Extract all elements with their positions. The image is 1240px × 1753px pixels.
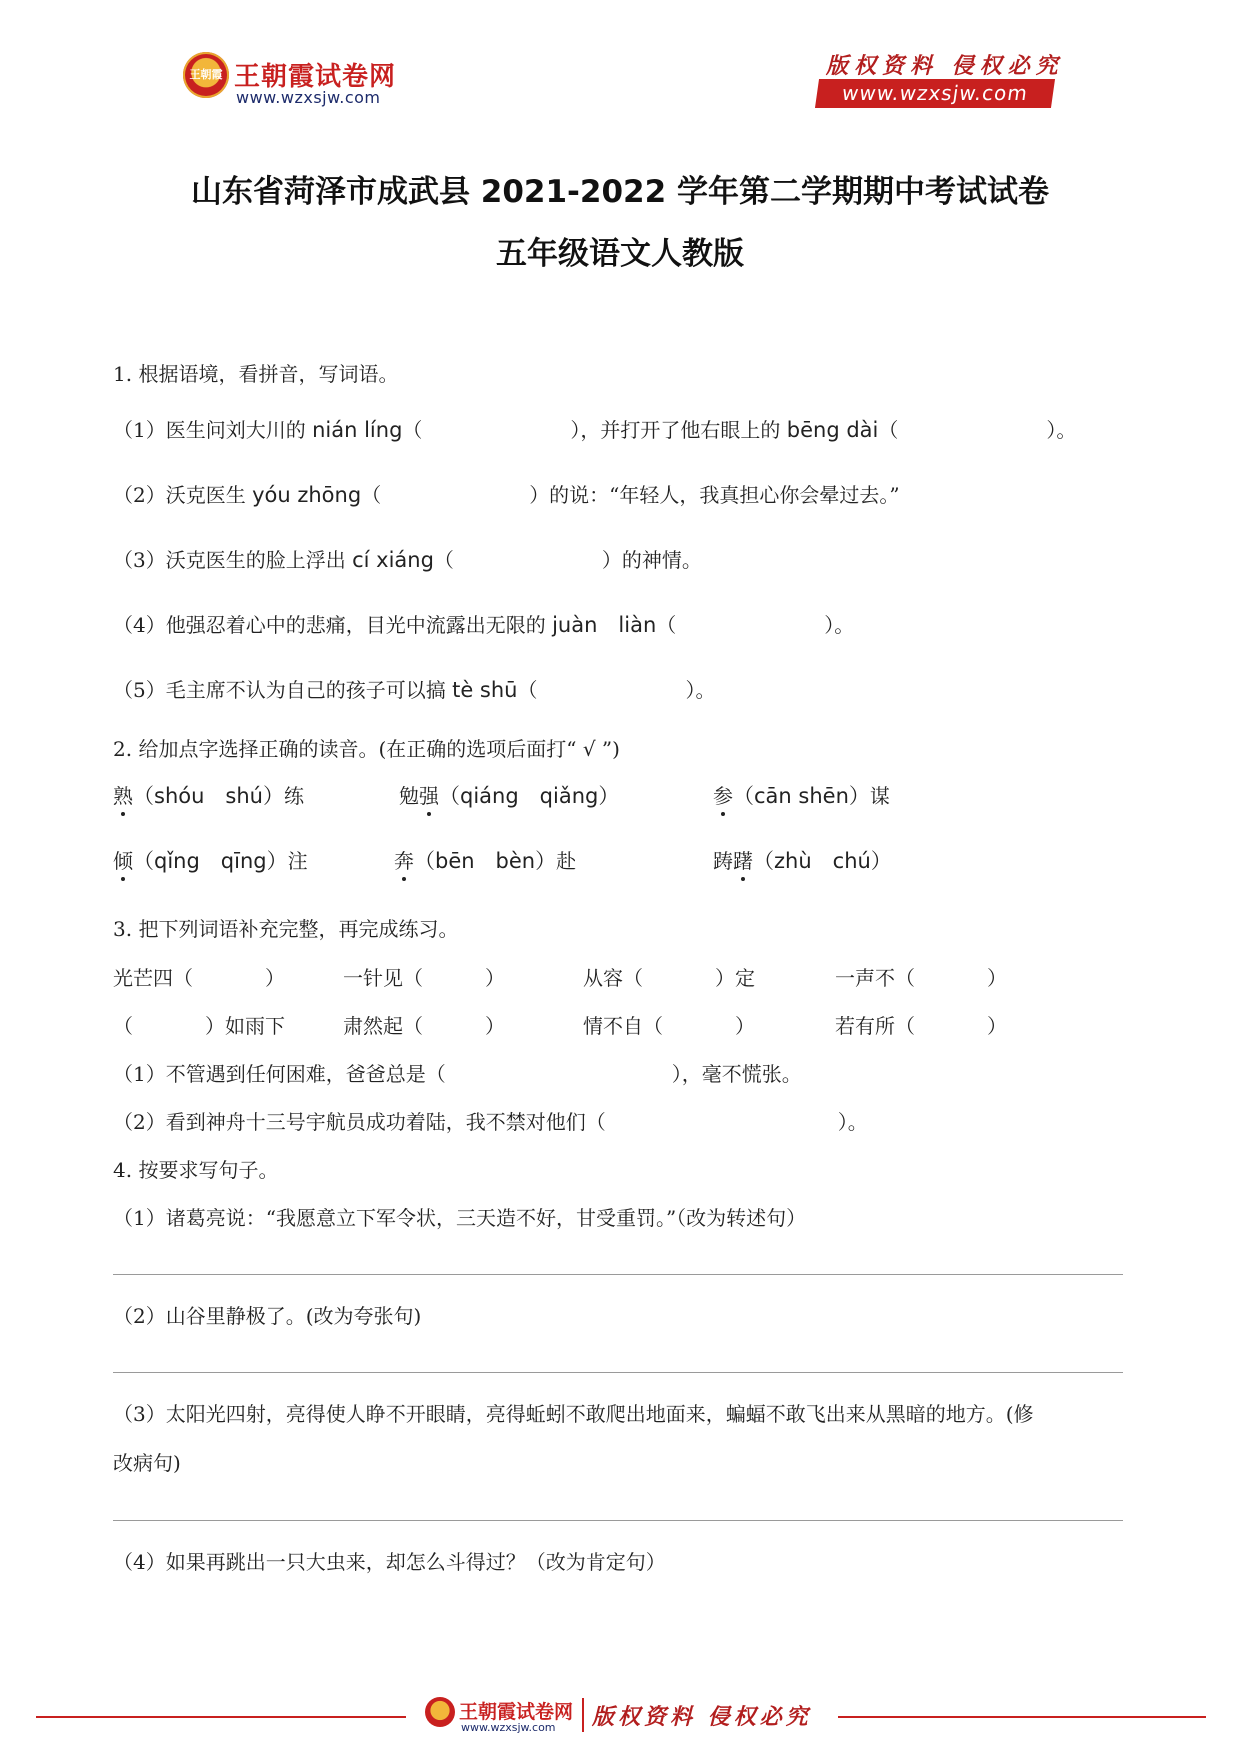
q1-3-close: ）的神情。 — [601, 548, 702, 572]
dotted-char: 熟 — [113, 780, 133, 809]
q2-option-4[interactable] — [113, 845, 308, 875]
q3-heading: 3. 把下列词语补充完整，再完成练习。 — [113, 917, 459, 941]
footer-divider-left — [36, 1716, 406, 1718]
q1-2-text: （2）沃克医生 — [113, 483, 253, 507]
idiom-2 — [343, 962, 505, 991]
idiom-3 — [583, 962, 755, 991]
answer-line[interactable] — [113, 1372, 1123, 1373]
q1-1-pinyin: nián líng — [312, 418, 403, 442]
footer-logo-icon — [425, 1697, 455, 1727]
word-rest: 谋 — [869, 784, 890, 808]
word-rest: 勉 — [399, 784, 419, 808]
q1-1-text-2: ），并打开了他右眼上的 — [570, 418, 787, 442]
q1-5-text: （5）毛主席不认为自己的孩子可以搞 — [113, 678, 453, 702]
q1-1-pinyin-2: bēng dài — [786, 418, 879, 442]
q4-item-2: （2）山谷里静极了。(改为夸张句) — [113, 1304, 422, 1328]
pinyin-options: （shóu shú） — [133, 784, 284, 808]
sentence-text: （2）看到神舟十三号宇航员成功着陆，我不禁对他们（ — [113, 1110, 606, 1134]
dotted-char: 奔 — [394, 845, 414, 874]
idiom-8 — [835, 1010, 1007, 1039]
sentence-text: ），毫不慌张。 — [671, 1062, 802, 1086]
answer-line[interactable] — [113, 1520, 1123, 1521]
dotted-char: 倾 — [113, 845, 133, 874]
footer-copyright: 版权资料 侵权必究 — [592, 1704, 812, 1730]
q1-5-open: （ — [517, 678, 538, 702]
q1-1-text: （1）医生问刘大川的 — [113, 418, 313, 442]
dotted-char: 参 — [713, 780, 733, 809]
q4-item-1: （1）诸葛亮说：“我愿意立下军令状，三天造不好，甘受重罚。”（改为转述句） — [113, 1206, 807, 1230]
pinyin-options: （bēn bèn） — [414, 849, 557, 873]
answer-line[interactable] — [113, 1274, 1123, 1275]
idiom-part: 光芒四（ — [113, 966, 193, 990]
idiom-part: ） — [485, 966, 505, 990]
q1-item-2 — [113, 479, 900, 508]
idiom-part: ） — [735, 1014, 755, 1038]
idiom-part: ） — [265, 966, 285, 990]
idiom-5 — [113, 1010, 285, 1039]
idiom-part: ） — [987, 1014, 1007, 1038]
word-rest: 注 — [287, 849, 308, 873]
q1-3-open: （ — [433, 548, 454, 572]
q1-2-close: ）的说：“年轻人，我真担心你会晕过去。” — [529, 483, 900, 507]
q1-2-open: （ — [361, 483, 382, 507]
idiom-part: 一声不（ — [835, 966, 915, 990]
idiom-part: ）如雨下 — [205, 1014, 285, 1038]
q1-3-text: （3）沃克医生的脸上浮出 — [113, 548, 353, 572]
footer-logo-name: 王朝霞试卷网 — [459, 1701, 574, 1723]
q4-item-3: （3）太阳光四射，亮得使人睁不开眼睛，亮得蚯蚓不敢爬出地面来，蝙蝠不敢飞出来从黑暗的地方。(修 — [113, 1402, 1034, 1426]
q1-5-pinyin: tè shū — [452, 678, 518, 702]
dotted-char: 强 — [419, 780, 439, 809]
word-rest: 练 — [283, 784, 304, 808]
q1-item-4 — [113, 609, 854, 639]
idiom-7 — [583, 1010, 755, 1039]
exam-title: 山东省菏泽市成武县 2021-2022 学年第二学期期中考试试卷 — [190, 174, 1049, 210]
pinyin-options: （qǐng qīng） — [133, 849, 288, 873]
q2-option-1[interactable] — [113, 780, 304, 810]
idiom-part: （ — [113, 1014, 133, 1038]
q2-option-5[interactable] — [394, 845, 576, 875]
idiom-part: 一针见（ — [343, 966, 423, 990]
idiom-4 — [835, 962, 1007, 991]
logo-name: 王朝霞试卷网 — [234, 62, 397, 92]
q1-4-open: （ — [656, 613, 677, 637]
q1-4-text: （4）他强忍着心中的悲痛，目光中流露出无限的 — [113, 613, 553, 637]
site-url-banner[interactable]: www.wzxsjw.com — [815, 79, 1055, 108]
word-rest: 赴 — [556, 849, 577, 873]
q1-heading: 1. 根据语境，看拼音，写词语。 — [113, 362, 399, 386]
idiom-part: 若有所（ — [835, 1014, 915, 1038]
idiom-1 — [113, 962, 285, 991]
q4-heading: 4. 按要求写句子。 — [113, 1158, 279, 1182]
q1-4-pinyin: juàn liàn — [552, 613, 657, 637]
q2-option-2[interactable] — [399, 780, 619, 810]
q2-option-6[interactable] — [713, 845, 892, 875]
q1-1-open-2: （ — [878, 418, 899, 442]
idiom-part: ） — [485, 1014, 505, 1038]
q1-3-pinyin: cí xiáng — [352, 548, 434, 572]
q4-item-4: （4）如果再跳出一只大虫来，却怎么斗得过？（改为肯定句） — [113, 1550, 666, 1574]
idiom-part: ）定 — [715, 966, 755, 990]
q4-item-3-cont: 改病句) — [113, 1451, 181, 1475]
q1-item-3 — [113, 544, 702, 573]
idiom-part: 情不自（ — [583, 1014, 663, 1038]
pinyin-options: （zhù chú） — [753, 849, 892, 873]
q1-item-5 — [113, 674, 715, 703]
exam-subtitle: 五年级语文人教版 — [496, 236, 744, 272]
idiom-part: ） — [987, 966, 1007, 990]
pinyin-options: （cān shēn） — [733, 784, 870, 808]
idiom-part: 从容（ — [583, 966, 643, 990]
footer-separator — [582, 1698, 584, 1732]
q1-item-1 — [113, 414, 1076, 443]
footer-divider-right — [838, 1716, 1206, 1718]
copyright-notice: 版权资料 侵权必究 — [826, 53, 1064, 79]
q1-1-close: ）。 — [1046, 418, 1077, 442]
logo-seal-text: 王朝霞 — [189, 68, 223, 81]
q1-2-pinyin: yóu zhōng — [252, 483, 362, 507]
dotted-char: 躇 — [733, 845, 753, 874]
sentence-text: （1）不管遇到任何困难，爸爸总是（ — [113, 1062, 446, 1086]
footer-logo-url: www.wzxsjw.com — [461, 1721, 556, 1734]
word-rest: 踌 — [713, 849, 733, 873]
pinyin-options: （qiáng qiǎng） — [439, 784, 620, 808]
q1-5-close: ）。 — [685, 678, 716, 702]
q1-4-close: ）。 — [824, 613, 855, 637]
sentence-text: ）。 — [837, 1110, 868, 1134]
idiom-part: 肃然起（ — [343, 1014, 423, 1038]
idiom-6 — [343, 1010, 505, 1039]
q2-heading: 2. 给加点字选择正确的读音。(在正确的选项后面打“ √ ”) — [113, 737, 620, 761]
logo-url: www.wzxsjw.com — [236, 88, 381, 107]
logo-seal-icon — [183, 52, 229, 98]
q3-sentence-1 — [113, 1058, 802, 1087]
q1-1-open: （ — [402, 418, 423, 442]
q3-sentence-2 — [113, 1106, 868, 1135]
q2-option-3[interactable] — [713, 780, 890, 810]
